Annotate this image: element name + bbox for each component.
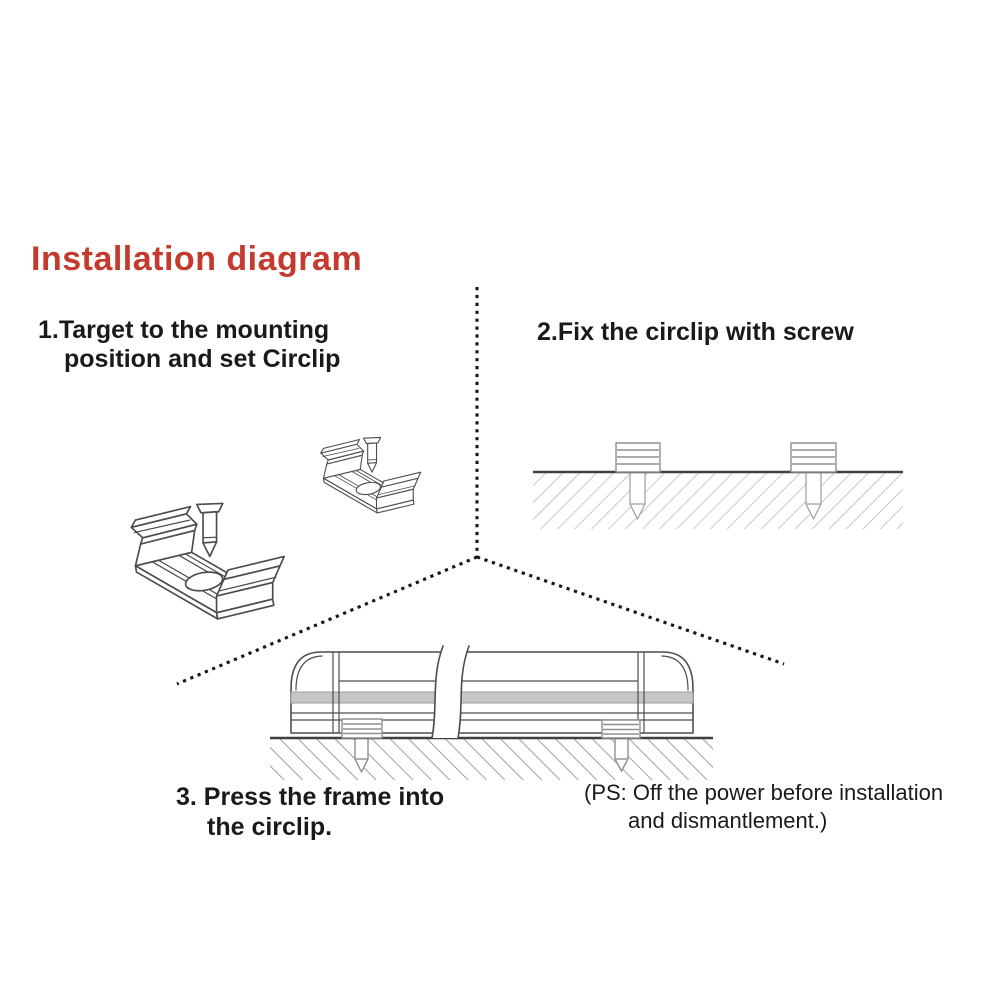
frame-gray-band [291, 692, 693, 703]
circlip-with-screw-small [321, 437, 421, 512]
circlip-profile-right [791, 443, 836, 472]
note-line-2: and dismantlement.) [628, 808, 828, 833]
step-2-line-1: 2.Fix the circlip with screw [537, 318, 854, 346]
step-1-line-2: position and set Circlip [64, 345, 341, 373]
circlip-profile-left [616, 443, 660, 472]
circlip-profile-left [342, 719, 382, 738]
screws-in-surface-illustration [533, 443, 903, 529]
circlip-illustrations [131, 437, 420, 618]
mounting-surface-hatch [533, 473, 903, 529]
note-line-1: (PS: Off the power before installation [584, 780, 944, 805]
circlip-profile-right [602, 720, 640, 738]
step-3-line-2: the circlip. [207, 813, 333, 841]
page-title: Installation diagram [31, 240, 363, 278]
step-1-line-1: 1.Target to the mounting [38, 316, 330, 344]
circlip-with-screw-large [131, 503, 284, 618]
divider-diagonal-right [477, 557, 784, 664]
frame-on-circlips-illustration [270, 646, 713, 780]
step-3-line-1: 3. Press the frame into [176, 783, 445, 811]
ceiling-surface-hatch [270, 739, 713, 780]
